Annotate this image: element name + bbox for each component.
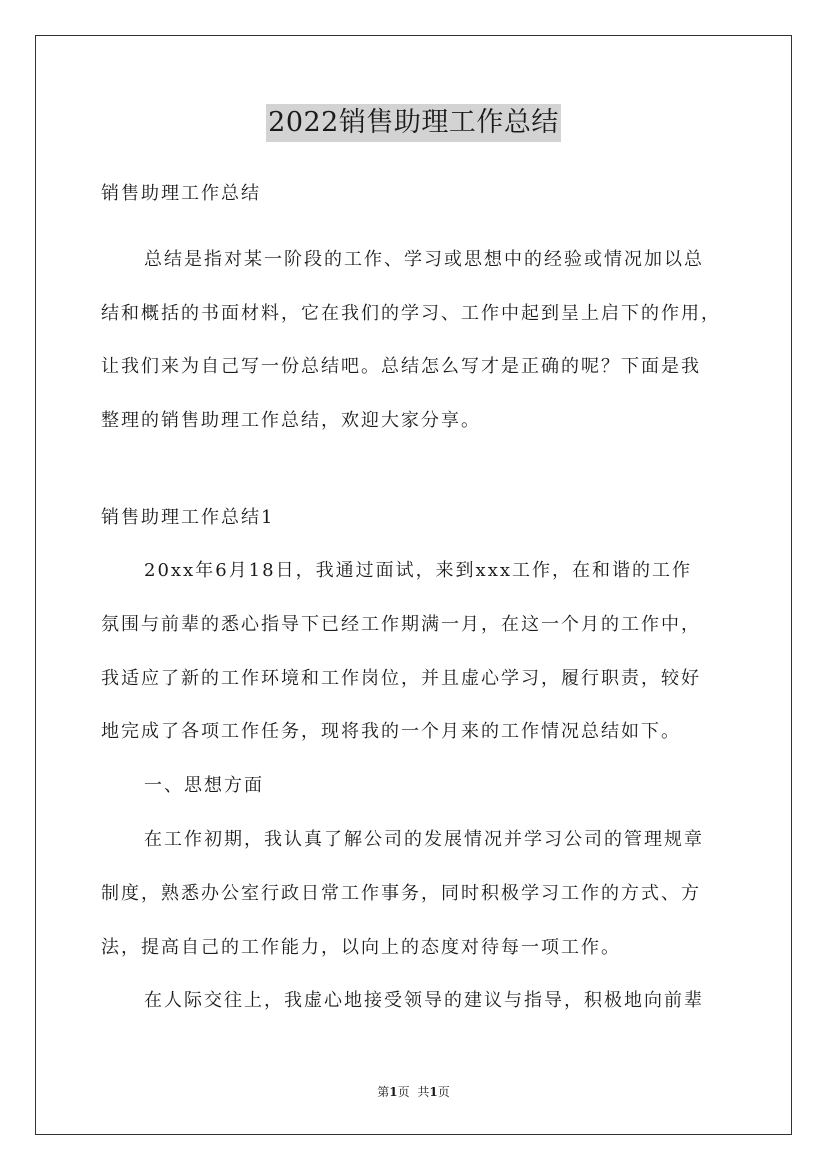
title-container [0,104,827,142]
page-prefix: 第 [377,1085,390,1099]
document-title: 2022销售助理工作总结 [266,104,561,142]
section-heading: 销售助理工作总结1 [101,507,275,528]
intro-paragraph [101,233,733,447]
page-footer [0,1083,827,1101]
paragraph-line: 结和概括的书面材料，它在我们的学习、工作中起到呈上启下的作用， [101,302,721,324]
total-prefix: 共 [417,1085,430,1099]
paragraph-line: 氛围与前辈的悉心指导下已经工作期满一月，在这一个月的工作中， [101,613,701,635]
paragraph-line: 20xx年6月18日，我通过面试，来到xxx工作，在和谐的工作 [144,560,693,581]
total-suffix: 页 [437,1085,450,1099]
paragraph-line: 制度，熟悉办公室行政日常工作事务，同时积极学习工作的方式、方 [101,882,701,904]
paragraph-line: 法，提高自己的工作能力，以向上的态度对待每一项工作。 [101,936,621,958]
paragraph-line: 整理的销售助理工作总结，欢迎大家分享。 [101,409,481,431]
subheading: 销售助理工作总结 [101,183,261,204]
paragraph-line: 我适应了新的工作环境和工作岗位，并且虚心学习，履行职责，较好 [101,667,701,689]
body-text [101,544,733,1028]
paragraph-line: 在工作初期，我认真了解公司的发展情况并学习公司的管理规章 [144,828,704,850]
paragraph-line: 让我们来为自己写一份总结吧。总结怎么写才是正确的呢？下面是我 [101,356,701,377]
paragraph-line: 在人际交往上，我虚心地接受领导的建议与指导，积极地向前辈 [144,990,704,1012]
page-number: 1 [389,1085,398,1099]
paragraph-line: 地完成了各项工作任务，现将我的一个月来的工作情况总结如下。 [101,721,681,743]
total-pages: 1 [429,1085,438,1099]
list-heading: 一、思想方面 [144,775,264,797]
paragraph-line: 总结是指对某一阶段的工作、学习或思想中的经验或情况加以总 [144,249,704,270]
page-suffix: 页 [397,1085,410,1099]
